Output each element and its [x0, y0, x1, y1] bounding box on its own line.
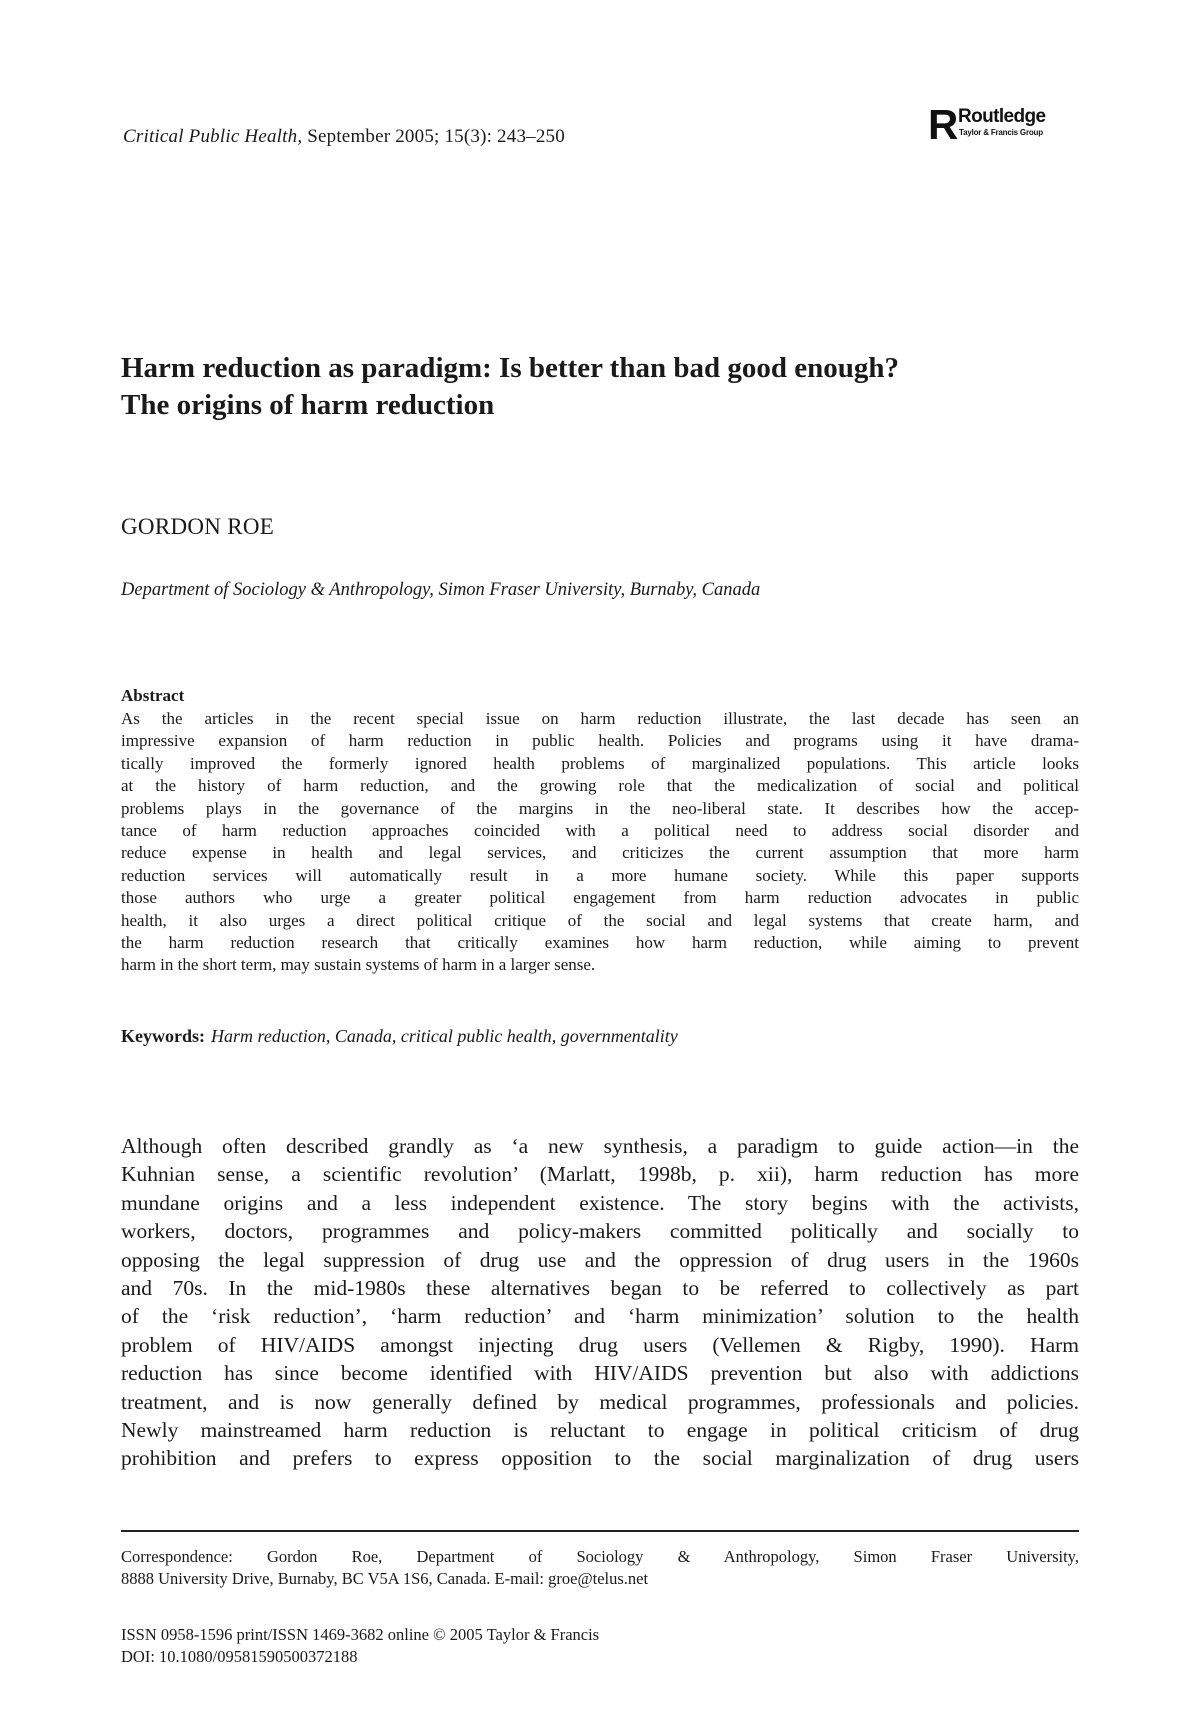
article-title	[121, 350, 1091, 424]
keywords	[121, 1026, 678, 1047]
abstract-line: those authors who urge a greater political engagement from harm reduction advocates in public	[121, 888, 1079, 908]
body-line: workers, doctors, programmes and policy-makers committed politically and socially to	[121, 1219, 1079, 1244]
publisher-group: Taylor & Francis Group	[959, 128, 1043, 137]
abstract-line: reduce expense in health and legal services, and criticizes the current assumption that more harm	[121, 843, 1079, 863]
keywords-label: Keywords:	[121, 1026, 205, 1046]
abstract-line: at the history of harm reduction, and the growing role that the medicalization of social and political	[121, 776, 1079, 796]
body-line: and 70s. In the mid-1980s these alternatives began to be referred to collectively as part	[121, 1276, 1079, 1301]
abstract-line: impressive expansion of harm reduction in public health. Policies and programs using it have drama-	[121, 731, 1079, 751]
correspondence-line: Correspondence: Gordon Roe, Department of Sociology & Anthropology, Simon Fraser University,	[121, 1547, 1079, 1566]
issn-line: ISSN 0958-1596 print/ISSN 1469-3682 online © 2005 Taylor & Francis	[121, 1625, 600, 1644]
abstract-line: As the articles in the recent special issue on harm reduction illustrate, the last decade has seen an	[121, 709, 1079, 728]
abstract-line: reduction services will automatically result in a more humane society. While this paper supports	[121, 865, 1079, 885]
routledge-logo-icon: R	[928, 101, 959, 148]
body-line: treatment, and is now generally defined by medical programmes, professionals and policies.	[121, 1389, 1079, 1414]
correspondence-line: 8888 University Drive, Burnaby, BC V5A 1S6, Canada. E-mail: groe@telus.net	[121, 1569, 649, 1588]
abstract-line: harm in the short term, may sustain systems of harm in a larger sense.	[121, 955, 596, 975]
body-line: problem of HIV/AIDS amongst injecting drug users (Vellemen & Rigby, 1990). Harm	[121, 1332, 1079, 1357]
title-line-1: Harm reduction as paradigm: Is better than bad good enough?	[121, 352, 899, 384]
abstract-body	[121, 708, 1079, 977]
doi-line: DOI: 10.1080/09581590500372188	[121, 1647, 358, 1666]
body-line: Although often described grandly as ‘a new synthesis, a paradigm to guide action—in the	[121, 1134, 1079, 1158]
body-paragraph	[121, 1132, 1079, 1473]
correspondence-note	[121, 1546, 1079, 1590]
body-line: of the ‘risk reduction’, ‘harm reduction’ and ‘harm minimization’ solution to the health	[121, 1304, 1079, 1329]
author-name: GORDON ROE	[121, 514, 275, 539]
publication-identifiers	[121, 1624, 599, 1668]
body-line: prohibition and prefers to express opposition to the social marginalization of drug users	[121, 1446, 1079, 1471]
keywords-list: Harm reduction, Canada, critical public health, governmentality	[211, 1026, 678, 1046]
body-line: Newly mainstreamed harm reduction is reluctant to engage in political criticism of drug	[121, 1418, 1079, 1443]
abstract-line: problems plays in the governance of the margins in the neo-liberal state. It describes how the accep-	[121, 798, 1079, 818]
abstract-line: health, it also urges a direct political critique of the social and legal systems that create harm, and	[121, 910, 1079, 930]
body-line: Kuhnian sense, a scientific revolution’ (Marlatt, 1998b, p. xii), harm reduction has more	[121, 1162, 1079, 1187]
publisher-name: Routledge	[958, 106, 1046, 127]
footnote-divider	[121, 1530, 1079, 1532]
journal-citation: September 2005; 15(3): 243–250	[302, 126, 565, 147]
abstract-line: tance of harm reduction approaches coincided with a political need to address social disorder and	[121, 821, 1079, 841]
journal-name: Critical Public Health,	[123, 126, 303, 147]
abstract-heading: Abstract	[121, 686, 185, 705]
publisher-logo	[928, 101, 1078, 148]
abstract-line: tically improved the formerly ignored health problems of marginalized populations. This article looks	[121, 753, 1079, 773]
body-line: opposing the legal suppression of drug use and the oppression of drug users in the 1960s	[121, 1247, 1079, 1272]
abstract-line: the harm reduction research that critically examines how harm reduction, while aiming to prevent	[121, 933, 1079, 953]
title-line-2: The origins of harm reduction	[121, 389, 495, 421]
running-head	[123, 126, 565, 148]
body-line: reduction has since become identified with HIV/AIDS prevention but also with addictions	[121, 1361, 1079, 1386]
body-line: mundane origins and a less independent existence. The story begins with the activists,	[121, 1190, 1079, 1215]
author-affiliation: Department of Sociology & Anthropology, Simon Fraser University, Burnaby, Canada	[121, 580, 761, 600]
